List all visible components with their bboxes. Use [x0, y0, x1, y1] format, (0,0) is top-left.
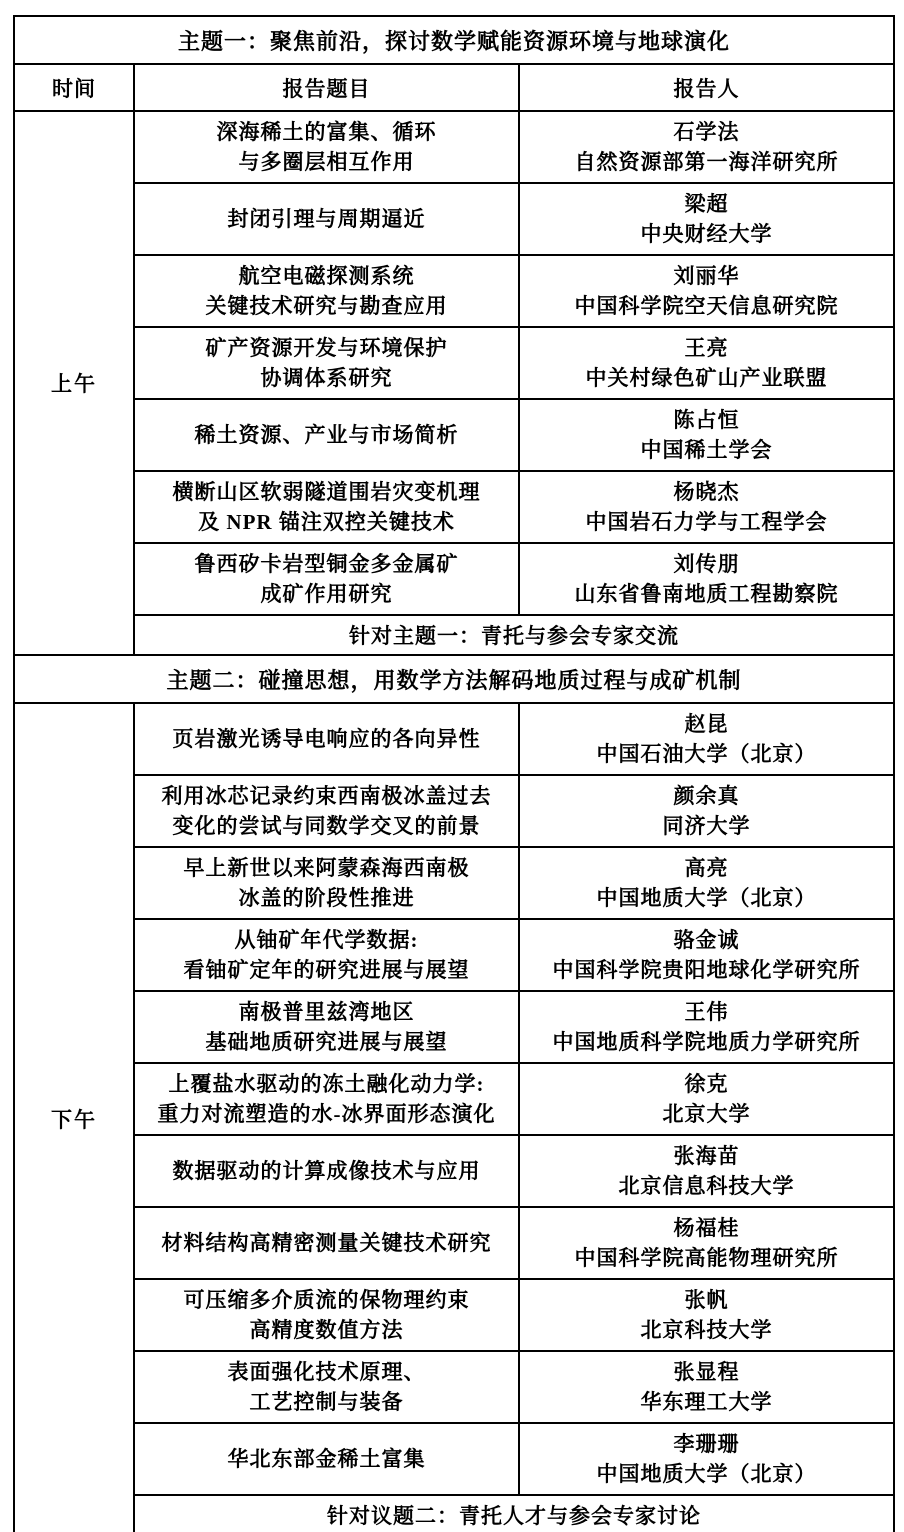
speaker — [519, 399, 894, 471]
speaker-affiliation: 中关村绿色矿山产业联盟 — [585, 366, 828, 390]
talk-row-one-4 — [14, 327, 894, 399]
talk-title — [134, 471, 519, 543]
talk-title — [134, 991, 519, 1063]
talk-title-line: 重力对流塑造的水-冰界面形态演化 — [157, 1102, 496, 1126]
talk-title — [134, 183, 519, 255]
talk-title-line: 页岩激光诱导电响应的各向异性 — [172, 727, 481, 751]
talk-row-two-1 — [14, 703, 894, 775]
speaker — [519, 703, 894, 775]
column-header-time: 时间 — [14, 64, 134, 111]
talk-row-one-2 — [14, 183, 894, 255]
talk-title — [134, 399, 519, 471]
talk-title-line: 表面强化技术原理、 — [227, 1360, 426, 1384]
speaker — [519, 1135, 894, 1207]
speaker-name: 刘丽华 — [673, 264, 740, 288]
talk-title-line: 与多圈层相互作用 — [238, 150, 415, 174]
talk-title-line: 南极普里兹湾地区 — [238, 1000, 415, 1024]
speaker-name: 高亮 — [684, 856, 729, 880]
speaker-name: 王亮 — [684, 336, 729, 360]
talk-row-one-1 — [14, 111, 894, 183]
talk-title-line: 早上新世以来阿蒙森海西南极 — [183, 856, 470, 880]
discussion-row-two — [14, 1495, 894, 1532]
discussion-row-one — [14, 615, 894, 655]
talk-title-line: 高精度数值方法 — [249, 1318, 404, 1342]
speaker-name: 颜余真 — [673, 784, 740, 808]
talk-title — [134, 1423, 519, 1495]
talk-title-line: 上覆盐水驱动的冻土融化动力学: — [168, 1072, 485, 1096]
talk-title-line: 冰盖的阶段性推进 — [238, 886, 415, 910]
speaker-affiliation: 中国地质科学院地质力学研究所 — [552, 1030, 861, 1054]
speaker — [519, 1063, 894, 1135]
speaker-affiliation: 北京大学 — [662, 1102, 751, 1126]
talk-title-line: 利用冰芯记录约束西南极冰盖过去 — [161, 784, 492, 808]
column-header-talk-title: 报告题目 — [134, 64, 519, 111]
talk-row-one-3 — [14, 255, 894, 327]
speaker-name: 徐克 — [684, 1072, 729, 1096]
talk-title-line: 数据驱动的计算成像技术与应用 — [172, 1159, 481, 1183]
talk-title — [134, 847, 519, 919]
time-label-two: 下午 — [14, 703, 134, 1532]
talk-title-line: 协调体系研究 — [260, 366, 393, 390]
speaker-affiliation: 北京科技大学 — [640, 1318, 773, 1342]
speaker — [519, 919, 894, 991]
speaker-name: 杨晓杰 — [673, 480, 740, 504]
speaker-name: 张帆 — [684, 1288, 729, 1312]
session-title-row-two — [14, 655, 894, 703]
speaker — [519, 1351, 894, 1423]
session-title-one: 主题一：聚焦前沿，探讨数学赋能资源环境与地球演化 — [14, 16, 894, 64]
talk-title-line: 变化的尝试与同数学交叉的前景 — [172, 814, 481, 838]
schedule-table-body — [14, 16, 894, 1532]
talk-title-line: 关键技术研究与勘查应用 — [205, 294, 448, 318]
talk-row-two-3 — [14, 847, 894, 919]
talk-title — [134, 919, 519, 991]
talk-row-two-7 — [14, 1135, 894, 1207]
speaker-affiliation: 华东理工大学 — [640, 1390, 773, 1414]
talk-title-line: 航空电磁探测系统 — [238, 264, 415, 288]
talk-title-line: 工艺控制与装备 — [249, 1390, 404, 1414]
talk-title — [134, 1279, 519, 1351]
talk-title-line: 矿产资源开发与环境保护 — [205, 336, 448, 360]
speaker-affiliation: 中国石油大学（北京） — [596, 742, 817, 766]
session-title-row-one — [14, 16, 894, 64]
talk-title — [134, 1135, 519, 1207]
talk-title — [134, 543, 519, 615]
speaker — [519, 471, 894, 543]
talk-row-two-6 — [14, 1063, 894, 1135]
talk-title-line: 基础地质研究进展与展望 — [205, 1030, 448, 1054]
speaker — [519, 1423, 894, 1495]
talk-title — [134, 111, 519, 183]
discussion-label-one: 针对主题一：青托与参会专家交流 — [134, 615, 894, 655]
talk-row-two-2 — [14, 775, 894, 847]
speaker — [519, 847, 894, 919]
speaker-name: 梁超 — [684, 192, 729, 216]
speaker-name: 石学法 — [673, 120, 740, 144]
talk-row-one-6 — [14, 471, 894, 543]
talk-row-one-7 — [14, 543, 894, 615]
talk-title — [134, 1207, 519, 1279]
talk-title — [134, 327, 519, 399]
talk-row-two-5 — [14, 991, 894, 1063]
talk-row-two-9 — [14, 1279, 894, 1351]
talk-title-line: 从铀矿年代学数据: — [234, 928, 419, 952]
talk-title — [134, 775, 519, 847]
speaker-affiliation: 中国科学院空天信息研究院 — [574, 294, 839, 318]
speaker-name: 张显程 — [673, 1360, 740, 1384]
talk-row-one-5 — [14, 399, 894, 471]
talk-title-line: 可压缩多介质流的保物理约束 — [183, 1288, 470, 1312]
talk-title — [134, 1351, 519, 1423]
speaker-affiliation: 山东省鲁南地质工程勘察院 — [574, 582, 839, 606]
talk-title-line: 材料结构高精密测量关键技术研究 — [161, 1231, 492, 1255]
talk-title-line: 稀土资源、产业与市场简析 — [194, 423, 459, 447]
talk-title — [134, 255, 519, 327]
speaker-name: 骆金诚 — [673, 928, 740, 952]
speaker — [519, 183, 894, 255]
talk-row-two-4 — [14, 919, 894, 991]
talk-title-line: 及 NPR 锚注双控关键技术 — [198, 510, 455, 534]
speaker-name: 赵昆 — [684, 712, 729, 736]
talk-title — [134, 703, 519, 775]
talk-title-line: 深海稀土的富集、循环 — [216, 120, 437, 144]
talk-row-two-11 — [14, 1423, 894, 1495]
speaker-affiliation: 中国科学院高能物理研究所 — [574, 1246, 839, 1270]
column-header-speaker: 报告人 — [519, 64, 894, 111]
speaker-affiliation: 中央财经大学 — [640, 222, 773, 246]
column-header-row — [14, 64, 894, 111]
speaker-affiliation: 同济大学 — [662, 814, 751, 838]
talk-title-line: 看铀矿定年的研究进展与展望 — [183, 958, 470, 982]
speaker — [519, 111, 894, 183]
speaker — [519, 255, 894, 327]
speaker-name: 陈占恒 — [673, 408, 740, 432]
session-title-two: 主题二：碰撞思想，用数学方法解码地质过程与成矿机制 — [14, 655, 894, 703]
speaker-affiliation: 中国地质大学（北京） — [596, 1462, 817, 1486]
talk-title-line: 鲁西矽卡岩型铜金多金属矿 — [194, 552, 459, 576]
speaker — [519, 1279, 894, 1351]
talk-title-line: 华北东部金稀土富集 — [227, 1447, 426, 1471]
speaker-affiliation: 北京信息科技大学 — [618, 1174, 795, 1198]
speaker-name: 杨福桂 — [673, 1216, 740, 1240]
speaker — [519, 543, 894, 615]
talk-row-two-8 — [14, 1207, 894, 1279]
speaker-affiliation: 自然资源部第一海洋研究所 — [574, 150, 839, 174]
speaker — [519, 775, 894, 847]
speaker-name: 王伟 — [684, 1000, 729, 1024]
talk-title-line: 成矿作用研究 — [260, 582, 393, 606]
speaker — [519, 1207, 894, 1279]
speaker-affiliation: 中国科学院贵阳地球化学研究所 — [552, 958, 861, 982]
speaker-affiliation: 中国地质大学（北京） — [596, 886, 817, 910]
talk-title — [134, 1063, 519, 1135]
conference-schedule-table — [13, 15, 895, 1532]
talk-title-line: 横断山区软弱隧道围岩灾变机理 — [172, 480, 481, 504]
talk-title-line: 封闭引理与周期逼近 — [227, 207, 426, 231]
speaker-name: 刘传朋 — [673, 552, 740, 576]
speaker-name: 李珊珊 — [673, 1432, 740, 1456]
speaker-affiliation: 中国岩石力学与工程学会 — [585, 510, 828, 534]
talk-row-two-10 — [14, 1351, 894, 1423]
speaker-affiliation: 中国稀土学会 — [640, 438, 773, 462]
time-label-one: 上午 — [14, 111, 134, 655]
discussion-label-two: 针对议题二：青托人才与参会专家讨论 — [134, 1495, 894, 1532]
speaker — [519, 327, 894, 399]
speaker — [519, 991, 894, 1063]
speaker-name: 张海苗 — [673, 1144, 740, 1168]
